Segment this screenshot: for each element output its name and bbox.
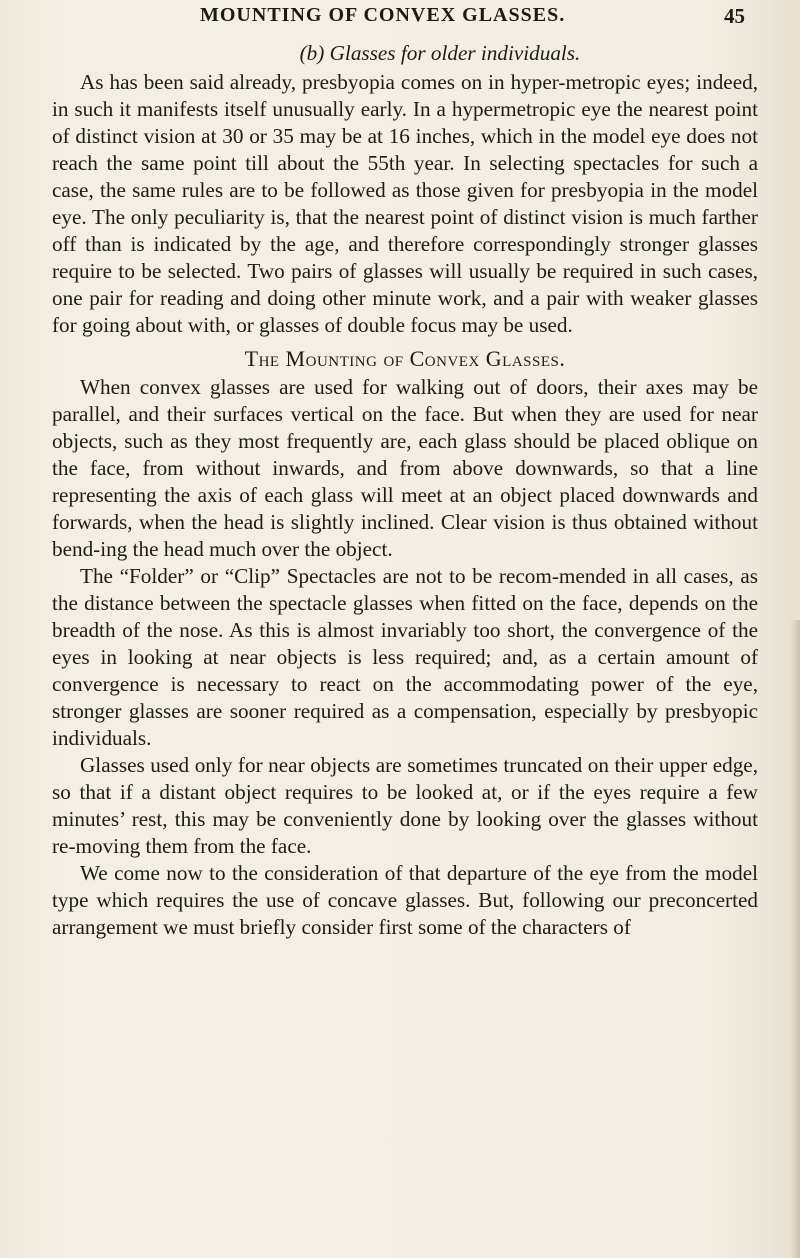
running-title: MOUNTING OF CONVEX GLASSES. <box>200 4 566 26</box>
page-edge-shadow <box>790 620 800 1258</box>
body-text <box>52 40 758 941</box>
paragraph: Glasses used only for near objects are sometimes truncated on their upper edge, so that if a distant object requires to be looked at, or if the eyes require a few minutes’ rest, this may be conveniently done by looking over the glasses without re-moving them from the face. <box>52 753 758 858</box>
paragraph: As has been said already, presbyopia comes on in hyper-metropic eyes; indeed, in such it manifests itself unusually early. In a hypermetropic eye the nearest point of distinct vision at 30 or 35 may be at 16 inches, which in the model eye does not reach the same point till about the 55th year. In selecting spectacles for such a case, the same rules are to be followed as those given for presbyopia in the model eye. The only peculiarity is, that the nearest point of distinct vision is much farther off than is indicated by the age, and therefore correspondingly stronger glasses require to be selected. Two pairs of glasses will usually be required in such cases, one pair for reading and doing other minute work, and a pair with weaker glasses for going about with, or glasses of double focus may be used. <box>52 70 758 337</box>
subheading: (b) Glasses for older individuals. <box>299 41 581 65</box>
paragraph: We come now to the consideration of that departure of the eye from the model type which requires the use of concave glasses. But, following our preconcerted arrangement we must briefly consider first some of the characters of <box>52 861 758 939</box>
section-heading: The Mounting of Convex Glasses. <box>244 346 566 371</box>
running-head <box>40 4 755 44</box>
page-number: 45 <box>724 4 745 28</box>
paragraph: The “Folder” or “Clip” Spectacles are not to be recom-mended in all cases, as the distance between the spectacle glasses when fitted on the face, depends on the breadth of the nose. As this is almost invariably too short, the convergence of the eyes in looking at near objects is less required; and, as a certain amount of convergence is necessary to react on the accommodating power of the eye, stronger glasses are sooner required as a compensation, especially by presbyopic individuals. <box>52 564 758 750</box>
paragraph: When convex glasses are used for walking out of doors, their axes may be parallel, and their surfaces vertical on the face. But when they are used for near objects, such as they most frequently are, each glass should be placed oblique on the face, from without inwards, and from above downwards, so that a line representing the axis of each glass will meet at an object placed downwards and forwards, when the head is slightly inclined. Clear vision is thus obtained without bend-ing the head much over the object. <box>52 375 758 561</box>
